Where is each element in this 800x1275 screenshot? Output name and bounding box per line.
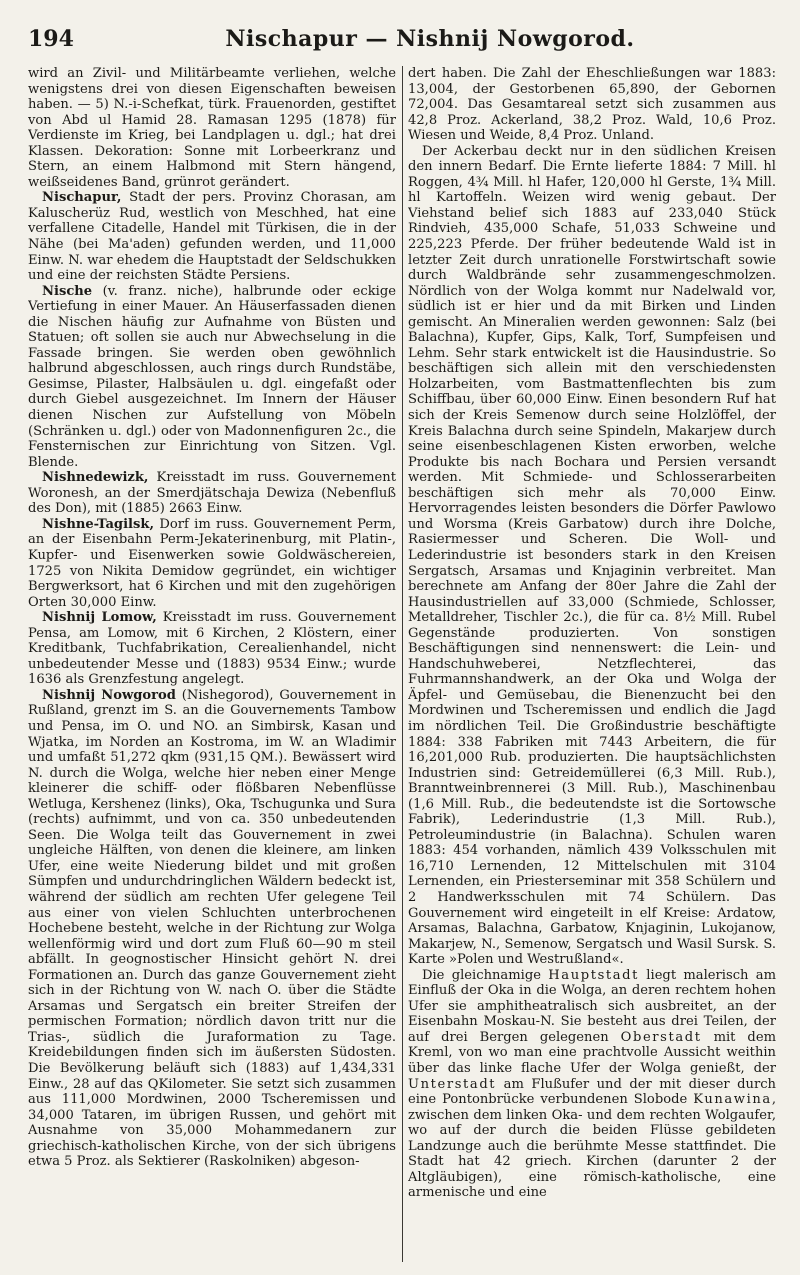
text-run: mit dem Kreml, von wo man eine prachtvolle Aussicht weithin über das linke flache Ufer der Wolga genießt, der [408,1029,776,1076]
entry-nishnij-nowgorod [28,688,396,1170]
headword: Nische [42,283,93,299]
column-divider [402,66,403,1262]
spaced-term: Kunawina [693,1092,772,1108]
entry-nishnij-lomow [28,610,396,688]
text-run: , zwischen dem linken Oka- und dem rechten Wolgaufer, wo auf der durch die beiden Flüsse gebildeten Landzunge auch die berühmte Messe stattfindet. Die Stadt hat 42 griech. Kirchen (darunter 2 der Altgläubigen), eine römisch-katholische, eine armenische und eine [408,1092,776,1201]
spaced-term: Hauptstadt [548,967,640,983]
entry-text: Dorf im russ. Gouvernement Perm, an der Eisenbahn Perm-Jekaterinenburg, mit Platin-, Kupfer- und Eisenwerken sowie Goldwäschereien, 1725 von Nikita Demidow gegründet, ein wichtiger Bergwerksort, hat 6 Kirchen und mit den zugehörigen Orten 30,000 Einw. [28,516,396,610]
entry-text: (v. franz. niche), halbrunde oder eckige Vertiefung in einer Mauer. An Häuserfassaden dienen die Nischen häufig zur Aufnahme von Büsten und Statuen; oft sollen sie auch nur Abwechselung in die Fassade bringen. Sie werden oben gewöhnlich halbrund abgeschlossen, auch rings durch Rundstäbe, Gesimse, Pilaster, Halbsäulen u. dgl. eingefaßt oder durch Giebel ausgezeichnet. Im Innern der Häuser dienen Nischen zur Aufstellung von Möbeln (Schränken u. dgl.) oder von Madonnenfiguren 2c., die Fensternischen zur Einrichtung von Sitzen. Vgl. Blende. [28,283,396,470]
page-number: 194 [28,26,74,52]
entry-text: Kreisstadt im russ. Gouvernement Woronesh, an der Smerdjätschaja Dewiza (Nebenfluß des Don), mit (1885) 2663 Einw. [28,470,396,517]
entry-nishne-tagilsk [28,517,396,610]
spaced-term: Unterstadt [408,1076,497,1092]
paragraph-capital-city [408,968,776,1201]
continued-paragraph: dert haben. Die Zahl der Eheschließungen war 1883: 13,004, der Gestorbenen 65,890, der Gebornen 72,004. Das Gesamtareal setzt sich zusammen aus 42,8 Proz. Ackerland, 38,2 Proz. Wald, 10,6 Proz. Wiesen und Weide, 8,4 Proz. Unland. [408,66,776,144]
continued-paragraph: wird an Zivil- und Militärbeamte verliehen, welche wenigstens drei von diesen Eigenschaften beweisen haben. — 5) N.-i-Schefkat, türk. Frauenorden, gestiftet von Abd ul Hamid 28. Ramasan 1295 (1878) für Verdienste im Krieg, bei Landplagen u. dgl.; hat drei Klassen. Dekoration: Sonne mit Lorbeerkranz und Stern, an einem Halbmond mit Stern hängend, weißseidenes Band, grünrot gerändert. [28,66,396,190]
paragraph-agriculture-industry: Der Ackerbau deckt nur in den südlichen Kreisen den innern Bedarf. Die Ernte lieferte 1884: 7 Mill. hl Roggen, 4¾ Mill. hl Hafer, 120,000 hl Gerste, 1¾ Mill. hl Kartoffeln. Weizen wird wenig gebaut. Der Viehstand belief sich 1883 auf 233,040 Stück Rindvieh, 435,000 Schafe, 51,033 Schweine und 225,223 Pferde. Der früher bedeutende Wald ist in letzter Zeit durch unrationelle Forstwirtschaft sowie durch Waldbrände sehr zusammengeschmolzen. Nördlich von der Wolga kommt nur Nadelwald vor, südlich ist er hier und da mit Birken und Linden gemischt. An Mineralien werden gewonnen: Salz (bei Balachna), Kupfer, Gips, Kalk, Torf, Sumpfeisen und Lehm. Sehr stark entwickelt ist die Hausindustrie. So beschäftigen sich allein mit den verschiedensten Holzarbeiten, vom Bastmattenflechten bis zum Schiffbau, über 60,000 Einw. Einen besondern Ruf hat sich der Kreis Semenow durch seine Holzlöffel, der Kreis Balachna durch seine Spindeln, Makarjew durch seine eisenbeschlagenen Kisten erworben, welche Produkte bis nach Bochara und Persien versandt werden. Mit Schmiede- und Schlosserarbeiten beschäftigen sich mehr als 70,000 Einw. Hervorragendes leisten besonders die Dörfer Pawlowo und Worsma (Kreis Garbatow) durch ihre Dolche, Rasiermesser und Scheren. Die Woll- und Lederindustrie ist besonders stark in den Kreisen Sergatsch, Arsamas und Knjaginin verbreitet. Man berechnete am Anfang der 80er Jahre die Zahl der Hausindustriellen auf 33,000 (Schmiede, Schlosser, Metalldreher, Tischler 2c.), die für ca. 8½ Mill. Rubel Gegenstände produzierten. Von sonstigen Beschäftigungen sind nennenswert: die Lein- und Handschuhweberei, Netzflechterei, das Fuhrmannshandwerk, an der Oka und Wolga der Äpfel- und Gemüsebau, die Bienenzucht bei den Mordwinen und Tscheremissen und endlich die Jagd im nördlichen Teil. Die Großindustrie beschäftigte 1884: 338 Fabriken mit 7443 Arbeitern, die für 16,201,000 Rub. produzierten. Die hauptsächlichsten Industrien sind: Getreidemüllerei (6,3 Mill. Rub.), Branntweinbrennerei (3 Mill. Rub.), Maschinenbau (1,6 Mill. Rub., die bedeutendste ist die Sortowsche Fabrik), Lederindustrie (1,3 Mill. Rub.), Petroleumindustrie (in Balachna). Schulen waren 1883: 454 vorhanden, nämlich 439 Volksschulen mit 16,710 Lernenden, 12 Mittelschulen mit 3104 Lernenden, ein Priesterseminar mit 358 Schülern und 2 Handwerksschulen mit 74 Schülern. Das Gouvernement wird eingeteilt in elf Kreise: Ardatow, Arsamas, Balachna, Garbatow, Knjaginin, Lukojanow, Makarjew, N., Semenow, Sergatsch und Wasil Sursk. S. Karte »Polen und Westrußland«. [408,143,776,968]
entry-nischapur [28,190,396,283]
text-run: liegt malerisch am Einfluß der Oka in die Wolga, an deren rechtem hohen Ufer sie amphitheatralisch sich ausbreitet, an der Eisenbahn Moskau-N. Sie besteht aus drei Teilen, der auf drei Bergen gelegenen [408,967,776,1045]
page-header [28,26,772,60]
headword: Nischapur, [42,190,122,206]
headword: Nishnij Lomow, [42,610,157,626]
entry-text: Kreisstadt im russ. Gouvernement Pensa, am Lomow, mit 6 Kirchen, 2 Klöstern, einer Kreditbank, Tuchfabrikation, Cerealienhandel, nicht unbedeutender Messe und (1883) 9534 Einw.; wurde 1636 als Grenzfestung angelegt. [28,610,396,688]
text-run: am Flußufer und der mit dieser durch eine Pontonbrücke verbundenen Slobode [408,1076,776,1108]
headword: Nishnedewizk, [42,470,149,486]
running-head: Nischapur — Nishnij Nowgorod. [225,26,635,52]
entry-nishnedewizk [28,470,396,517]
entry-nische [28,284,396,471]
headword: Nishnij Nowgorod [42,687,176,703]
entry-text: (Nishegorod), Gouvernement in Rußland, grenzt im S. an die Gouvernements Tambow und Pensa, im O. und NO. an Simbirsk, Kasan und Wjatka, im Norden an Kostroma, im W. an Wladimir und umfaßt 51,272 qkm (931,15 QM.). Bewässert wird N. durch die Wolga, welche hier neben einer Menge kleinerer die schiff- oder flößbaren Nebenflüsse Wetluga, Kershenez (links), Oka, Tschugunka und Sura (rechts) aufnimmt, und von ca. 350 unbedeutenden Seen. Die Wolga teilt das Gouvernement in zwei ungleiche Hälften, von denen die kleinere, am linken Ufer, eine weite Niederung bildet und mit großen Sümpfen und undurchdringlichen Wäldern bedeckt ist, während der südlich am rechten Ufer gelegene Teil aus einer von vielen Schluchten unterbrochenen Hochebene besteht, welche in der Richtung zur Wolga wellenförmig wird und dort zum Fluß 60—90 m steil abfällt. In geognostischer Hinsicht gehört N. drei Formationen an. Durch das ganze Gouvernement zieht sich in der Richtung von W. nach O. über die Städte Arsamas und Sergatsch ein breiter Streifen der permischen Formation; nördlich davon tritt nur die Trias-, südlich die Juraformation zu Tage. Kreidebildungen finden sich im äußersten Südosten. Die Bevölkerung beläuft sich (1883) auf 1,434,331 Einw., 28 auf das QKilometer. Sie setzt sich zusammen aus 111,000 Mordwinen, 2000 Tscheremissen und 34,000 Tataren, im übrigen Russen, und gehört mit Ausnahme von 35,000 Mohammedanern zur griechisch-katholischen Kirche, von der sich übrigens etwa 5 Proz. als Sektierer (Raskolniken) abgeson- [28,687,396,1170]
left-column [28,66,396,1262]
text-columns [28,66,776,1262]
headword: Nishne-Tagilsk, [42,516,155,532]
spaced-term: Oberstadt [620,1029,702,1045]
right-column [408,66,776,1262]
text-run: Die gleichnamige [422,967,549,983]
entry-text: Stadt der pers. Provinz Chorasan, am Kaluscherüz Rud, westlich von Meschhed, hat eine verfallene Citadelle, Handel mit Türkisen, die in der Nähe (bei Ma'aden) gefunden werden, und 11,000 Einw. N. war ehedem die Hauptstadt der Seldschukken und eine der reichsten Städte Persiens. [28,190,396,284]
